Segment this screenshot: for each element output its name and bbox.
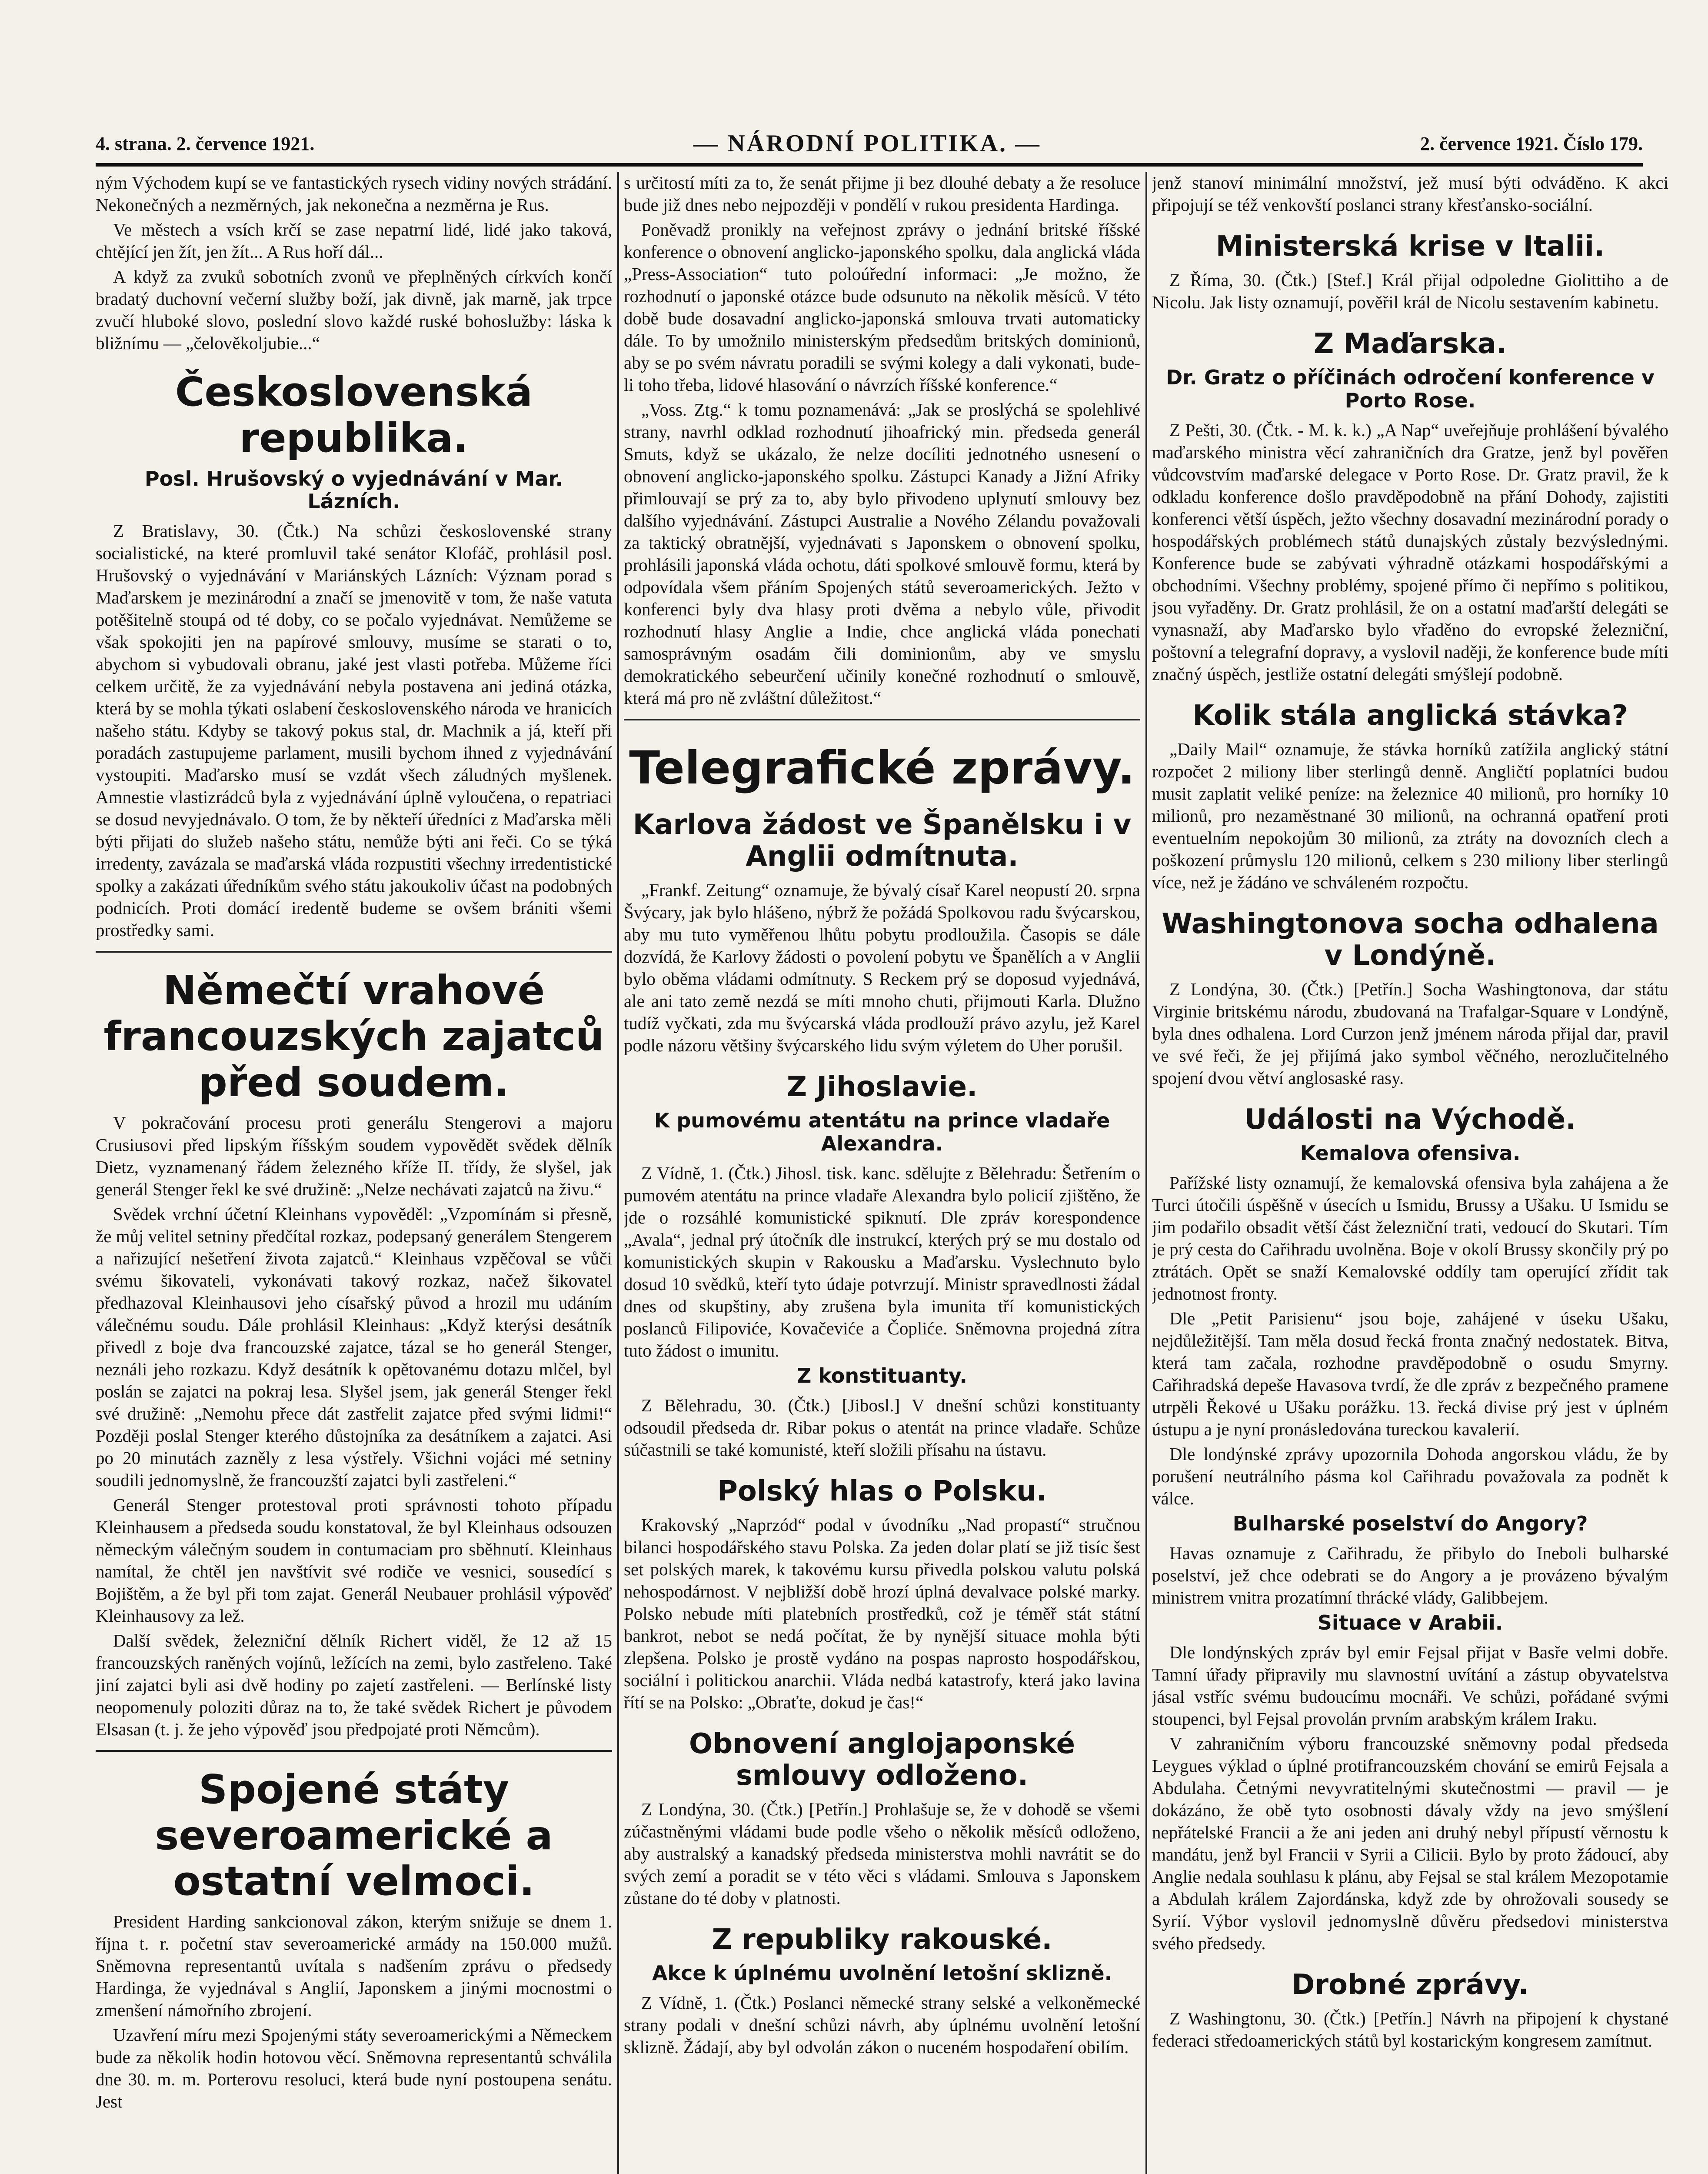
subheadline: Kemalova ofensiva.	[1300, 1141, 1521, 1165]
paragraph: „Voss. Ztg.“ k tomu poznamenává: „Jak se proslýchá se spolehlivé strany, navrhl odklad rozhodnutí jihoafrický min. předseda generál Smuts, když se ukázalo, že nelze docíliti jednotného usnesení o obnovení anglicko-japonského spolku. Zástupci Kanady a Jižní Afriky přimlouvají se prý za to, aby bylo přivodeno uplynutí smlouvy bez dalšího vyjednávání. Zástupci Australie a Nového Zélandu považovali za taktický obratnější, vyjednávati s Japonskem o obnovení spolku, prohlásili japonská vláda ochotu, dáti spolkové smlouvě formu, která by odpovídala všem přáním Spojených států severoamerických. Ježto v konferenci byly dva hlasy proti dvěma a nebylo vůle, přivodit rozhodnutí hlasy Anglie a Indie, chce anglická vláda ponechati samosprávným osadám čili dominionům, aby ve smyslu demokratického sebeurčení učinily konečné rozhodnutí o smlouvě, která má pro ně zvláštní důležitost.“	[624, 400, 1140, 708]
paragraph: Z Londýna, 30. (Čtk.) [Petřín.] Prohlašuje se, že v dohodě se všemi zúčastněnými vládami bude podle všeho o několik měsíců odloženo, aby australský a kanadský předseda ministerstva mohli navrátit se do svých zemí a poradit se v této věci s vládami. Smlouva s Japonskem zůstane do té doby v platnosti.	[624, 1799, 1140, 1908]
paragraph: Dle „Petit Parisienu“ jsou boje, zahájené v úseku Ušaku, nejdůležitější. Tam měla dosud řecká fronta značný nedostatek. Bitva, která tam začala, rozhodne pravděpodobně o osudu Smyrny. Cařihradská depeše Havasova tvrdí, že dle zpráv z bezpečného pramene utrpěli Řekové u Ušaku porážku. 13. řecká divise prý jest v úplném ústupu a je nyní pronásledována tureckou kavalerií.	[1152, 1308, 1668, 1440]
headline: Z republiky rakouské.	[712, 1923, 1052, 1956]
paragraph: Krakovský „Naprzód“ podal v úvodníku „Nad propastí“ stručnou bilanci hospodářského stavu Polska. Za jeden dolar platí se již tisíc šest set polských marek, k takovému kursu přivedla polskou valutu polská nehospodárnost. V nejbližší době hrozí úplná devalvace polské marky. Polsko nebude míti platebních prostředků, což je téměř stát státní bankrot, nebot se nedá počítat, že by nynější situace mohla býti zlepšena. Polsko je prostě vydáno na pospas naprosto hospodářskou, sociální i politickou anarchii. Vláda nedbá katastrofy, která jako lavina řítí se na Polsko: „Obraťte, dokud je čas!“	[624, 1514, 1140, 1712]
subheadline: Akce k úplnému uvolnění letošní sklizně.	[652, 1961, 1112, 1985]
paragraph: Dle londýnské zprávy upozornila Dohoda angorskou vládu, že by porušení neutrálního pásma kol Cařihradu považovala za podnět k válce.	[1152, 1444, 1668, 1509]
headline: Československá republika.	[175, 369, 533, 461]
headline: Washingtonova socha odhalena v Londýně.	[1162, 907, 1659, 972]
header-rule	[96, 163, 1643, 167]
subheadline: Z konstituanty.	[797, 1364, 967, 1388]
headline: Drobné zprávy.	[1292, 1969, 1529, 2001]
headline: Polský hlas o Polsku.	[717, 1475, 1047, 1508]
headline: Z Jihoslavie.	[786, 1070, 978, 1103]
paragraph: Havas oznamuje z Cařihradu, že přibylo do Ineboli bulharské poselství, jež chce odebrati se do Angory a je provázeno bývalým ministrem vnitra prozatímní thrácké vlády, Galibbejem.	[1152, 1543, 1668, 1608]
headline: Karlova žádost ve Španělsku i v Anglii odmítnuta.	[633, 808, 1132, 873]
subheadline: Bulharské poselství do Angory?	[1232, 1512, 1588, 1536]
paragraph: „Daily Mail“ oznamuje, že stávka horníků zatížila anglický státní rozpočet 2 miliony liber sterlingů denně. Angličtí poplatníci budou musit zaplatit veliké peníze: na železnice 40 milionů, pro horníky 10 milionů, pro nezaměstnané 30 milionů, na ochranná opatření proti eventuelním nepokojům 30 milionů, za ztráty na dovozních clech a poškození průmyslu 120 milionů, celkem s 230 miliony liber sterlingů více, než je žádáno ve schváleném rozpočtu.	[1152, 739, 1668, 892]
paragraph: V pokračování procesu proti generálu Stengerovi a majoru Crusiusovi před lipským říšským soudem vypovědět svědek dělník Dietz, vyznamenaný řádem železného kříže II. třídy, že slyšel, jak generál Stenger řekl ke své družině: „Nelze nechávati zajatců na živu.“	[96, 1112, 612, 1199]
column-divider	[617, 172, 619, 2174]
paragraph: Z Bělehradu, 30. (Čtk.) [Jibosl.] V dnešní schůzi konstituanty odsoudil předseda dr. Ribar pokus o atentát na prince vladaře. Schůze súčastnili se také komunisté, kteří složili přísahu na ústavu.	[624, 1395, 1140, 1460]
headline: Z Maďarska.	[1313, 327, 1507, 360]
paragraph: jenž stanoví minimální množství, jež musí býti odváděno. K akci připojují se též venkovští poslanci strany křesťansko-sociální.	[1152, 173, 1668, 215]
paragraph: Poněvadž pronikly na veřejnost zprávy o jednání britské říšské konference o obnovení anglicko-japonského spolku, dala anglická vláda „Press-Association“ tuto poloúřední informaci: „Je možno, že rozhodnutí o japonské otázce bude odsunuto na několik měsíců. V této době bude dosavadní anglicko-japonská smlouva trvati automaticky dále. To by umožnilo ministerským předsedům britských dominionů, aby se po svém návratu poradili se svými kolegy a dali vykonati, bude-li toho třeba, lidové hlasování o návrzích říšské konference.“	[624, 220, 1140, 395]
paragraph: Pařížské listy oznamují, že kemalovská ofensiva byla zahájena a že Turci útočili úspěšně v úsecích u Ismidu, Brussy a Ušaku. U Ismidu se jim podařilo obsadit větší část železniční trati, vedoucí do Skutari. Tím je prý cesta do Cařihradu uvolněna. Boje v okolí Brussy skončily prý po ztrátách. Opět se snaží Kemalovské oddíly tam operující zřídit tak jednotnost fronty.	[1152, 1173, 1668, 1304]
paragraph: Ve městech a vsích krčí se zase nepatrní lidé, lidé jako taková, chtějící jen žít, jen žít... A Rus hoří dál...	[96, 220, 612, 262]
headline: Němečtí vrahové francouzských zajatců před soudem.	[103, 967, 604, 1106]
paragraph: Z Vídně, 1. (Čtk.) Jihosl. tisk. kanc. sdělujte z Bělehradu: Šetřením o pumovém atentátu na prince vladaře Alexandra bylo policií zjištěno, že jde o rozsáhlé komunistické spiknutí. Dle zpráv korespondence „Avala“, jednal prý útočník dle instrukcí, kterých prý se mu dostalo od komunistických skupin v Rakousku a Maďarsku. Vyslechnuto bylo dosud 10 svědků, kteří tyto údaje potvrzují. Ministr spravedlnosti žádal dnes od skupštiny, aby zrušena byla imunita tří komunistických poslanců Filipoviće, Kovačeviće a Čopliće. Sněmovna projedná zítra tuto žádost o imunitu.	[624, 1163, 1140, 1361]
headline: Ministerská krise v Italii.	[1215, 230, 1605, 263]
paragraph: Z Vídně, 1. (Čtk.) Poslanci německé strany selské a velkoněmecké strany podali v dnešní schůzi návrh, aby úplnému uvolnění letošní sklizně. Žádají, aby byl odvolán zákon o nuceném hospodaření obilím.	[624, 1993, 1140, 2057]
headline: Kolik stála anglická stávka?	[1192, 699, 1628, 732]
paragraph: Z Pešti, 30. (Čtk. - M. k. k.) „A Nap“ uveřejňuje prohlášení bývalého maďarského ministra věcí zahraničních dra Gratze, jenž byl pověřen vůdcovstvím maďarské delegace v Porto Rose. Dr. Gratz pravil, že k odkladu konference došlo pravděpodobně na přání Dohody, zajistiti konferenci větší úspěch, ježto všechny dosavadní mezinárodní porady o hospodářských problémech států dunajských zůstaly bezvýslednými. Konference bude se zabývati výhradně otázkami hospodářskými a obchodními. Všechny problémy, spojené přímo či nepřímo s politikou, jsou vyřaděny. Dr. Gratz prohlásil, že on a ostatní maďarští delegáti se vynasnaží, aby Maďarsko bylo vřaděno do evropské železniční, poštovní a telegrafní dopravy, a vyslovil naději, že konference bude míti značný úspěch, jestliže ostatní delegáti smýšlejí podobně.	[1152, 420, 1668, 684]
paragraph: „Frankf. Zeitung“ oznamuje, že bývalý císař Karel neopustí 20. srpna Švýcary, jak bylo hlášeno, nýbrž že požádá Spolkovou radu švýcarskou, aby mu tuto vyměřenou lhůtu pobytu prodloužila. Časopis se dále dozvídá, že Karlovy žádosti o povolení pobytu ve Španělích a v Anglii bylo oběma vládami odmítnuty. S Reckem prý se doposud vyjednává, ale ani tato země nezdá se míti mnoho chuti, přijmouti Karla. Dlužno tudíž vyčkati, zda mu švýcarská vláda prodlouží právo azylu, jež Karel podle názoru většiny švýcarského lidu svým výletem do Uher porušil.	[624, 880, 1140, 1055]
paragraph: Dle londýnských zpráv byl emir Fejsal přijat v Basře velmi dobře. Tamní úřady připravily mu slavnostní uvítání a zástup obyvatelstva jásal vstříc svému budoucímu mocnáři. Ve schůzi, pořádané svými stoupenci, byl Fejsal provolán prvním arabským králem Iraku.	[1152, 1642, 1668, 1729]
divider	[624, 719, 1140, 720]
subheadline: Dr. Gratz o příčinách odročení konference v Porto Rose.	[1166, 366, 1655, 413]
paragraph: A když za zvuků sobotních zvonů ve přeplněných církvích končí bradatý duchovní večerní služby boží, jak divně, jak marně, jak trpce zvučí hluboké slovo, poslední slovo každé ruské bohoslužby: láska k bližnímu — „čelověkoljubie...“	[96, 267, 612, 353]
paragraph: Uzavření míru mezi Spojenými státy severoamerickými a Německem bude za několik hodin hotovou věcí. Sněmovna representantů schválila dne 30. m. m. Porterovu resoluci, která bude nyní postoupena senátu. Jest	[96, 2025, 612, 2112]
paragraph: Z Washingtonu, 30. (Čtk.) [Petřín.] Návrh na připojení k chystané federaci středoamerických států byl kostarickým kongresem zamítnut.	[1152, 2008, 1668, 2051]
paragraph: V zahraničním výboru francouzské sněmovny podal předseda Leygues výklad o úplné protifrancouzském chování se emirů Fejsala a Abdulaha. Četnými nevyvratitelnými skutečnostmi — pravil — je dokázáno, že obě tyto osobnosti dávaly vždy na jevo smýšlení nepřátelské Francii a že ani jeden ani druhý nebyl přípustí věrnostu k mandátu, jenž byl Francii v Syrii a Cilicii. Bylo by proto žádoucí, aby Anglie nedala souhlasu k plánu, aby Fejsal se stal králem Mezopotamie a Abdulah králem Zajordánska, když zde by ohrožovali sousedy se Syrií. Výbor vyslovil jednomyslně důvěru předsedovi ministerstva svého předsedy.	[1152, 1734, 1668, 1954]
headline: Obnovení anglojaponské smlouvy odloženo.	[689, 1727, 1075, 1792]
subheadline: K pumovému atentátu na prince vladaře Alexandra.	[654, 1109, 1110, 1156]
headline: Spojené státy severoamerické a ostatní velmoci.	[155, 1766, 553, 1905]
paragraph: Z Londýna, 30. (Čtk.) [Petřín.] Socha Washingtonova, dar státu Virginie britskému národu, zbudovaná na Trafalgar-Square v Londýně, byla dnes odhalena. Lord Curzon jenž jménem národa přijal dar, pravil ve své řeči, že jej přijímá jako symbol věčného, nerozlučitelného spojení dvou větví anglosaské rasy.	[1152, 979, 1668, 1088]
column-1	[96, 172, 612, 2174]
column-2	[624, 172, 1140, 2174]
paragraph: Další svědek, železniční dělník Richert viděl, že 12 až 15 francouzských raněných vojínů, ležících na zemi, bylo zastřeleno. Také jiní zajatci byli asi dvě hodiny po zajetí zastřeleni. — Berlínské listy neopomenuly poloziti důraz na to, že také svědek Richert je původem Elsasan (t. j. že jeho výpověď jsou předpojaté proti Němcům).	[96, 1630, 612, 1739]
paragraph: Z Říma, 30. (Čtk.) [Stef.] Král přijal odpoledne Giolittiho a de Nicolu. Jak listy oznamují, pověřil král de Nicolu sestavením kabinetu.	[1152, 270, 1668, 312]
headline: Události na Východě.	[1244, 1103, 1576, 1136]
column-3	[1152, 172, 1668, 2174]
paragraph: Svědek vrchní účetní Kleinhans vypověděl: „Vzpomínám si přesně, že můj velitel setniny předčítal rozkaz, podepsaný generálem Stengerem a nařizující nešetření života zajatců.“ Kleinhaus vzpěčoval se vůči svému šikovateli, vykonávati takový rozkaz, načež šikovatel předhazoval Kleinhausovi jeho císařský původ a hrozil mu udáním válečnému soudu. Dále prohlásil Kleinhaus: „Když kterýsi desátník přivedl z boje dva francouzské zajatce, tázal se ho generál Stenger, neználi jeho rozkazu. Když desátník k opětovanému dotazu mlčel, byl poslán se zajatci na pokraj lesa. Slyšel jsem, jak generál Stenger řekl své družině: „Nemohu přece dát zastřelit zajatce před svými lidmi!“ Později poslal Stenger kterého důstojníka za desátníkem a zajatci. Asi po 20 minutách zazněly z lesa výstřely. Všichni vojáci mé setniny soudili jednomyslně, že francouzští zajatci byli zastřeleni.“	[96, 1204, 612, 1490]
paragraph: Generál Stenger protestoval proti správnosti tohoto případu Kleinhausem a předseda soudu konstatoval, že byl Kleinhaus odsouzen německým válečným soudem in contumaciam pro sběhnutí. Kleinhaus namítal, že chtěl jen navštívit své rodiče ve vesnici, sousedící s Bojištěm, a že byl při tom zajat. Generál Neubauer prohlásil výpověď Kleinhausovy za lež.	[96, 1494, 612, 1626]
header-right: 2. července 1921. Číslo 179.	[1420, 133, 1643, 154]
subheadline: Situace v Arabii.	[1317, 1611, 1503, 1635]
section-title: Telegrafické zprávy.	[629, 741, 1135, 794]
paragraph: President Harding sankcionoval zákon, kterým snižuje se dnem 1. října t. r. početní stav severoamerické armády na 150.000 mužů. Sněmovna representantů uvítala s nadšením zprávu o předsedy Hardinga, že vyjednával s Anglií, Japonskem a jinými mocnostmi o zmenšení námořního zbrojení.	[96, 1911, 612, 2021]
divider	[96, 1750, 612, 1752]
divider	[96, 951, 612, 953]
paragraph: ným Východem kupí se ve fantastických rysech vidiny nových strádání. Nekonečných a nezměrných, jak nekonečna a nezměrna je Rus.	[96, 173, 612, 215]
page-header	[96, 126, 1643, 161]
header-left: 4. strana. 2. července 1921.	[96, 133, 315, 154]
column-divider	[1145, 172, 1147, 2174]
masthead: — NÁRODNÍ POLITIKA. —	[693, 130, 1042, 157]
paragraph: Z Bratislavy, 30. (Čtk.) Na schůzi československé strany socialistické, na které promluvil také senátor Klofáč, prohlásil posl. Hrušovský o vyjednávání v Mariánských Lázních: Význam porad s Maďarskem je mezinárodní a značí se jmenovitě v tom, že naše vatuta potěšitelně stoupá od té doby, co se počalo vyjednávat. Nemůžeme se však spokojiti jen na papírové smlouvy, musíme se starati o to, abychom si vybudovali obranu, jaké jest vlasti potřeba. Můžeme říci celkem určitě, že za vyjednávání nebyla postavena ani jediná otázka, která by se mohla týkati oslabení československého národa ve hranicích našeho státu. Kdyby se takový pokus stal, dr. Machnik a já, kteří při poradách zastupujeme parlament, musili bychom ihned z vyjednávání vystoupiti. Maďarsko musí se vzdát všech záludných myšlenek. Amnestie vlastizrádců byla z vyjednávání úplně vyloučena, o repatriaci se dosud nevyjednávalo. O tom, že by někteří úředníci z Maďarska měli býti přijati do služeb našeho státu, nemůže býti ani řeči. Co se týká irredenty, zavázala se maďarská vláda rozpustiti všechny irredentistické spolky a zakázati úředníkům svého státu jakoukoliv účast na podobných podnicích. Proti domácí iredentě budeme se ovšem brániti všemi prostředky sami.	[96, 521, 612, 940]
paragraph: s určitostí míti za to, že senát přijme ji bez dlouhé debaty a že resoluce bude již dnes nebo nejpozději v pondělí v rukou presidenta Hardinga.	[624, 173, 1140, 215]
subheadline: Posl. Hrušovský o vyjednávání v Mar. Lázních.	[144, 467, 563, 513]
